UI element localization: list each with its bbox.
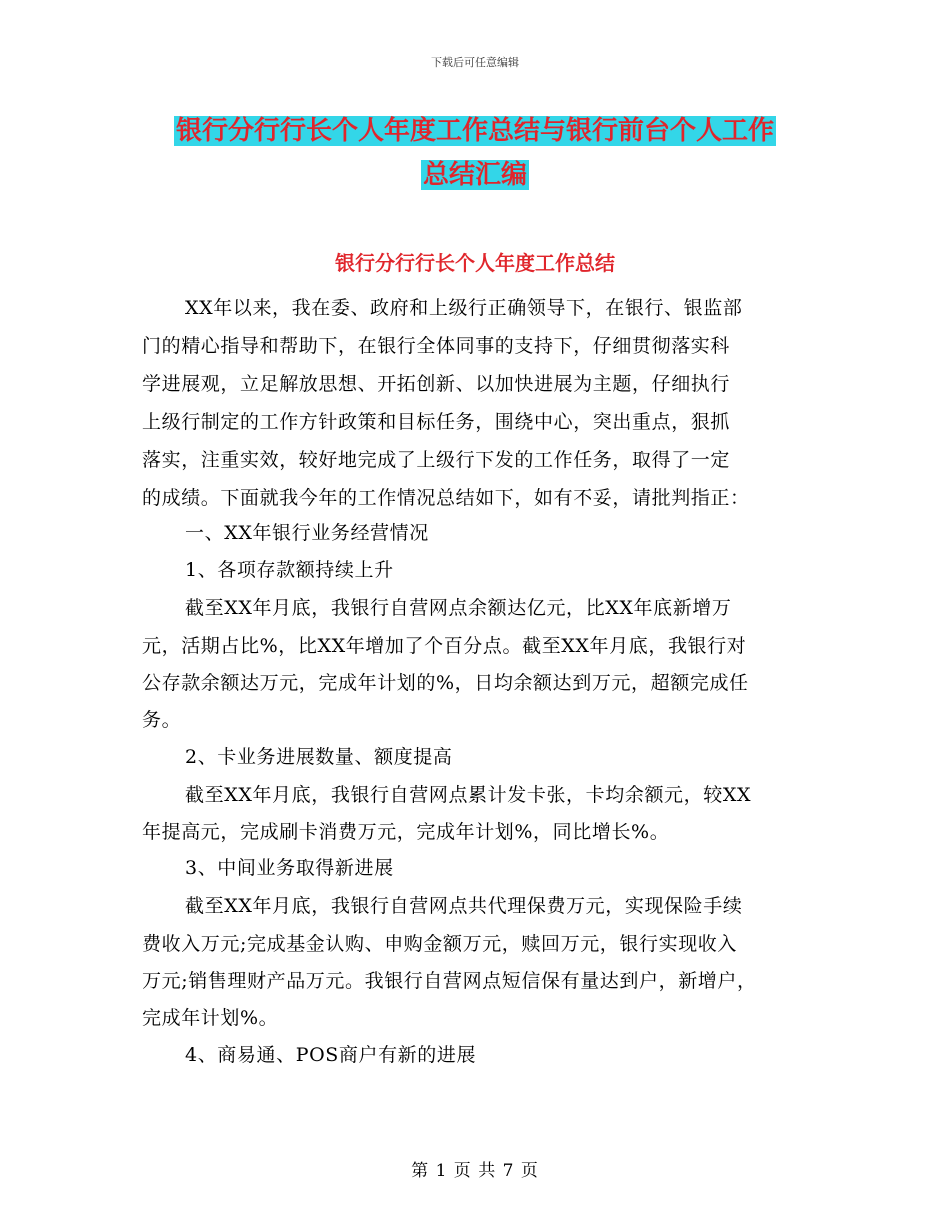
document-title-line-1 — [0, 110, 950, 152]
body-line: 完成年计划%。 — [142, 1007, 279, 1029]
body-line: 截至XX年月底，我银行自营网点累计发卡张，卡均余额元，较XX — [185, 784, 752, 806]
body-line: 截至XX年月底，我银行自营网点共代理保费万元，实现保险手续 — [185, 895, 743, 917]
subsection-heading: 1、各项存款额持续上升 — [185, 559, 394, 581]
page-header: 下载后可任意编辑 — [431, 56, 519, 69]
document-title-line-2 — [0, 154, 950, 196]
title-highlight-1: 银行分行行长个人年度工作总结与银行前台个人工作 — [175, 116, 774, 146]
body-line: 落实，注重实效，较好地完成了上级行下发的工作任务，取得了一定 — [142, 449, 731, 471]
body-line: 务。 — [142, 709, 182, 731]
section-heading: 一、XX年银行业务经营情况 — [185, 522, 429, 544]
body-line: 万元;销售理财产品万元。我银行自营网点短信保有量达到户，新增户， — [142, 970, 757, 992]
body-line: 门的精心指导和帮助下，在银行全体同事的支持下，仔细贯彻落实科 — [142, 335, 731, 357]
body-line: 截至XX年月底，我银行自营网点余额达亿元，比XX年底新增万 — [185, 597, 732, 619]
body-line: 年提高元，完成刷卡消费万元，完成年计划%，同比增长%。 — [142, 821, 670, 843]
title-highlight-2: 总结汇编 — [422, 160, 527, 190]
body-line: 费收入万元;完成基金认购、申购金额万元，赎回万元，银行实现收入 — [142, 933, 738, 955]
body-line: XX年以来，我在委、政府和上级行正确领导下，在银行、银监部 — [185, 297, 743, 319]
subsection-heading: 2、卡业务进展数量、额度提高 — [185, 746, 453, 768]
section-title: 银行分行行长个人年度工作总结 — [335, 251, 615, 275]
page-footer: 第 1 页 共 7 页 — [411, 1161, 539, 1181]
body-line: 上级行制定的工作方针政策和目标任务，围绕中心，突出重点，狠抓 — [142, 411, 731, 433]
body-line: 元，活期占比%，比XX年增加了个百分点。截至XX年月底，我银行对 — [142, 635, 747, 657]
subsection-heading: 4、商易通、POS商户有新的进展 — [185, 1044, 477, 1066]
body-line: 的成绩。下面就我今年的工作情况总结如下，如有不妥，请批判指正： — [142, 487, 750, 509]
subsection-heading: 3、中间业务取得新进展 — [185, 857, 394, 879]
body-line: 公存款余额达万元，完成年计划的%，日均余额达到万元，超额完成任 — [142, 672, 749, 694]
body-line: 学进展观，立足解放思想、开拓创新、以加快进展为主题，仔细执行 — [142, 373, 731, 395]
